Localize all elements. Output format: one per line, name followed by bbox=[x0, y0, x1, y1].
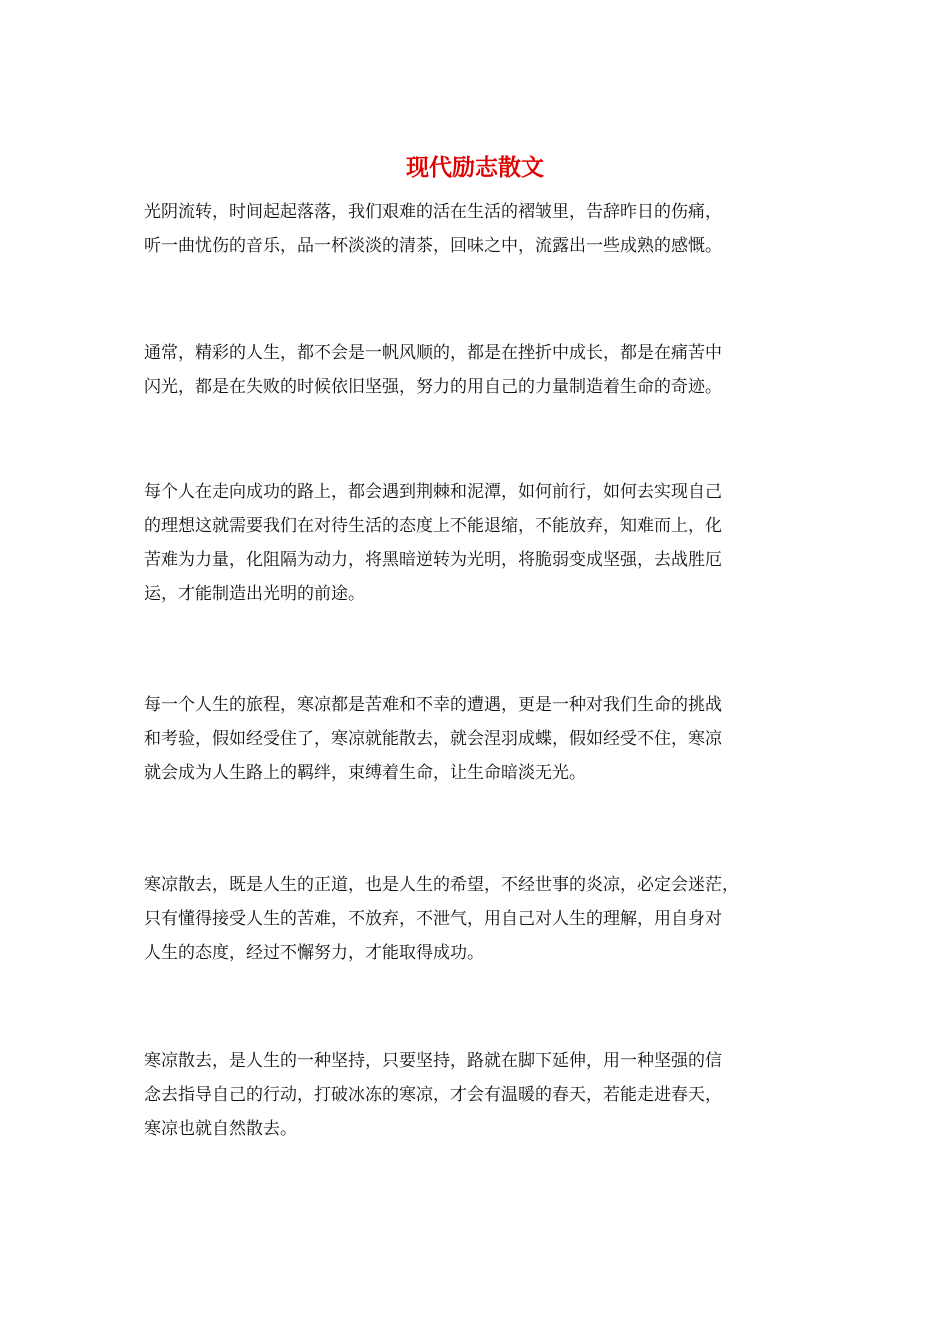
paragraph-line: 苦难为力量，化阻隔为动力，将黑暗逆转为光明，将脆弱变成坚强，去战胜厄 bbox=[144, 550, 722, 570]
paragraph-6 bbox=[144, 1044, 824, 1146]
paragraph-1 bbox=[144, 195, 824, 263]
paragraph-3 bbox=[144, 475, 824, 611]
paragraph-line: 听一曲忧伤的音乐，品一杯淡淡的清茶，回味之中，流露出一些成熟的感慨。 bbox=[144, 236, 722, 256]
paragraph-line: 每一个人生的旅程，寒凉都是苦难和不幸的遭遇，更是一种对我们生命的挑战 bbox=[144, 695, 722, 715]
paragraph-5 bbox=[144, 868, 824, 970]
document-title: 现代励志散文 bbox=[406, 154, 544, 181]
paragraph-line: 通常，精彩的人生，都不会是一帆风顺的，都是在挫折中成长，都是在痛苦中 bbox=[144, 343, 722, 363]
paragraph-line: 就会成为人生路上的羁绊，束缚着生命，让生命暗淡无光。 bbox=[144, 763, 586, 783]
paragraph-2 bbox=[144, 336, 824, 404]
paragraph-line: 寒凉也就自然散去。 bbox=[144, 1119, 297, 1139]
paragraph-line: 念去指导自己的行动，打破冰冻的寒凉，才会有温暖的春天，若能走进春天， bbox=[144, 1085, 722, 1105]
paragraph-line: 寒凉散去，是人生的一种坚持，只要坚持，路就在脚下延伸，用一种坚强的信 bbox=[144, 1051, 722, 1071]
paragraph-line: 运，才能制造出光明的前途。 bbox=[144, 584, 365, 604]
paragraph-line: 的理想这就需要我们在对待生活的态度上不能退缩，不能放弃，知难而上，化 bbox=[144, 516, 722, 536]
paragraph-line: 人生的态度，经过不懈努力，才能取得成功。 bbox=[144, 943, 484, 963]
paragraph-line: 寒凉散去，既是人生的正道，也是人生的希望，不经世事的炎凉，必定会迷茫， bbox=[144, 875, 739, 895]
paragraph-line: 每个人在走向成功的路上，都会遇到荆棘和泥潭，如何前行，如何去实现自己 bbox=[144, 482, 722, 502]
paragraph-line: 光阴流转，时间起起落落，我们艰难的活在生活的褶皱里，告辞昨日的伤痛， bbox=[144, 202, 722, 222]
paragraph-line: 和考验，假如经受住了，寒凉就能散去，就会涅羽成蝶，假如经受不住，寒凉 bbox=[144, 729, 722, 749]
paragraph-4 bbox=[144, 688, 824, 790]
paragraph-line: 闪光，都是在失败的时候依旧坚强，努力的用自己的力量制造着生命的奇迹。 bbox=[144, 377, 722, 397]
paragraph-line: 只有懂得接受人生的苦难，不放弃，不泄气，用自己对人生的理解，用自身对 bbox=[144, 909, 722, 929]
